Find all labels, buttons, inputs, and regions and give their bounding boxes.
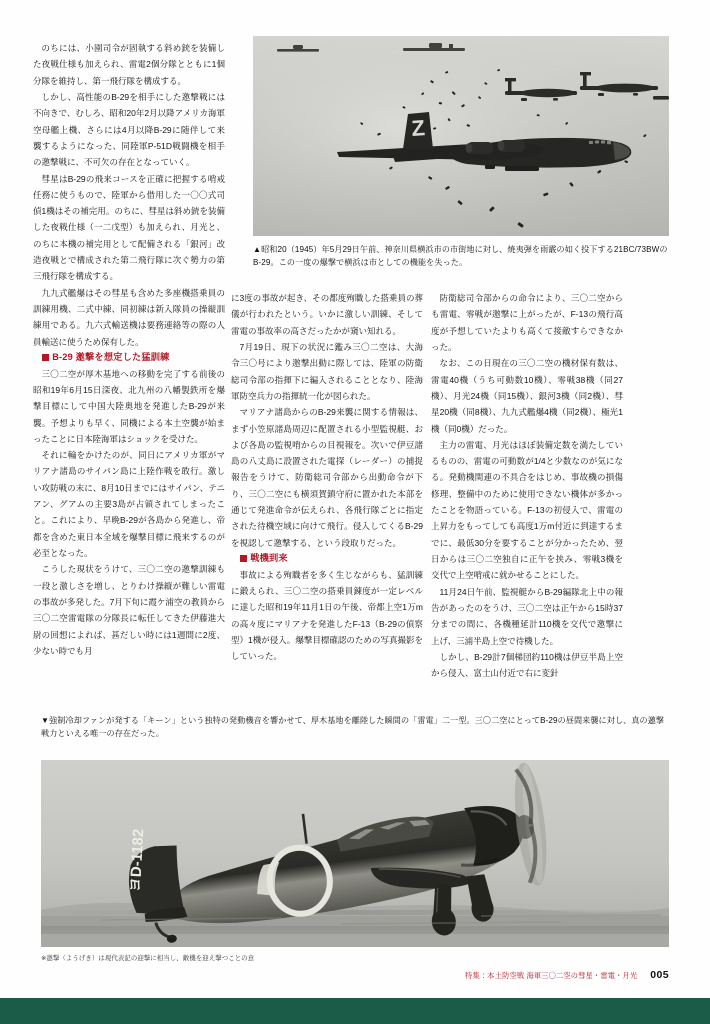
paragraph: こうした現状をうけて、三〇二空の邀撃訓練も一段と激しさを増し、とりわけ操縦が難しい雷電の事故が多発した。7月下旬に霞ケ浦空の教員から三〇二空雷電隊の分隊長に転任してきた伊藤進大尉の回想によれば、甚だしい時には1週間に2度、少ない時でも月 bbox=[33, 564, 225, 656]
paragraph: のちには、小園司令が固執する斜め銃を装備した夜戦仕様も加えられ、雷電2個分隊とともに1個分隊を維持し、第一飛行隊を構成する。 bbox=[33, 43, 225, 86]
paragraph: 事故による殉職者を多く生じながらも、猛訓練に鍛えられ、三〇二空の搭乗員錬度が一定レベルに達した昭和19年11月1日の午後、帝都上空1万mの高々度にマリアナを発進したF-13（B-29の偵察型）1機が侵入。爆撃目標確認のための写真撮影をしていった。 bbox=[231, 569, 423, 662]
svg-text:ヨD-1182: ヨD-1182 bbox=[127, 828, 148, 893]
footnote-yougeki: ※邀撃（ようげき）は現代表記の迎撃に相当し、敵機を迎え撃つことの意 bbox=[41, 955, 255, 962]
paragraph: 彗星はB-29の飛来コースを正確に把握する哨戒任務に使うもので、陸軍から借用した一〇〇式司偵1機はその補完用。のちに、彗星は斜め銃を装備した夜戦仕様（一二戊型）も加えられ、月光と、のちに本機の補完用として配備される「銀河」改造夜戦とで構成された第二飛行隊に次ぐ勢力の第三飛行隊を構成する。 bbox=[33, 173, 225, 282]
svg-text:Z: Z bbox=[410, 115, 426, 141]
paragraph: 11月24日午前、監視艇からB-29編隊北上中の報告があったのをうけ、三〇二空は正午から15時37分までの間に、各機種延計110機を交代で邀撃に上げ、三浦半島上空で待機した。 bbox=[431, 586, 623, 646]
section-heading-label: B-29 邀撃を想定した猛訓練 bbox=[52, 351, 170, 362]
footer-feature-title: 特集：本土防空戦 海軍三〇二空の彗星・雷電・月光 bbox=[465, 971, 638, 980]
paragraph: 九九式艦爆はその彗星も含めた多座機搭乗員の訓練用機、二式中練、同初練は新入隊員の操縦訓練用である。九六式輸送機は要務連絡等の際の人員輸送に使うため保有した。 bbox=[33, 287, 225, 347]
caption-top-photo: ▲昭和20（1945）年5月29日午前、神奈川県横浜市の市街地に対し、焼夷弾を雨霰の如く投下する21BC/73BWのB-29。この一度の爆撃で横浜は市としての機能を失った。 bbox=[253, 245, 668, 268]
paragraph: しかし、高性能のB-29を相手にした邀撃戦には不向きで、むしろ、昭和20年2月以降アメリカ海軍空母艦上機、さらには4月以降B-29に随伴して来襲するようになった、同陸軍P-51D戦闘機を相手の邀撃戦に、不可欠の存在となっていく。 bbox=[33, 91, 225, 168]
caption-bottom-photo: ▼強制冷却ファンが発する「キーン」という独特の発動機音を響かせて、厚木基地を離陸した瞬間の「雷電」二一型。三〇二空にとってB-29の昼間来襲に対し、真の邀撃戦力といえる唯一の存在だった。 bbox=[41, 716, 665, 739]
bottom-green-bar bbox=[0, 998, 710, 1024]
bullet-square-icon bbox=[42, 354, 49, 361]
section-heading-b29-training bbox=[33, 350, 225, 366]
paragraph: しかし、B-29計7個梯団約110機は伊豆半島上空から侵入、富士山付近で右に変針 bbox=[431, 651, 623, 679]
paragraph: それに輪をかけたのが、同日にアメリカ軍がマリアナ諸島のサイパン島に上陸作戦を敢行。激しい攻防戦の末に、8月10日までにはサイパン、テニアン、グアムの主要3島が占領されてしまったこと。これにより、早晩B-29が各島から発進し、帝都を含めた東日本全域を爆撃目標に飛来するのが必至となった。 bbox=[33, 450, 225, 559]
text-column-3 bbox=[431, 290, 623, 682]
text-column-2 bbox=[231, 290, 423, 665]
page-footer bbox=[465, 969, 669, 981]
paragraph: 主力の雷電、月光はほぼ装備定数を満たしているものの、雷電の可動数が1/4と少数なのが気になる。発動機関連の不具合をはじめ、事故機の損傷修理、整備中のために使用できない機体が多かったことを物語っている。F-13の初侵入で、雷電の上昇力をもってしても高度1万m付近に到達するまでに、最低30分を要することが分かったため、翌日からは三〇二空独自に正午を挟み、零戦3機を交代で上空哨戒に就かせることにした。 bbox=[431, 439, 623, 581]
section-heading-senki-torai bbox=[231, 551, 423, 567]
paragraph: なお、この日現在の三〇二空の機材保有数は、雷電40機（うち可動数10機）、零戦38機（同27機）、月光24機（同15機）、銀河3機（同2機）、彗星20機（同8機）、九九式艦爆4機（同2機）、極光1機（同0機）だった。 bbox=[431, 358, 623, 434]
paragraph: マリアナ諸島からのB-29来襲に関する情報は、まず小笠原諸島周辺に配置される小型監視艇、および各島の監視哨からの目視報を。次いで伊豆諸島の八丈島に設置された電探（レーダー）の捕捉報告をうけて、防衛総司令部から出動命令が下り、三〇二空にも横須賀鎮守府に置かれた本部を通じて発進命令が伝えられ、各飛行隊ごとに指定された待機空域に向けて飛行。侵入してくるB-29を視認して邀撃する、という段取りだった。 bbox=[231, 407, 423, 548]
photo-raiden-takeoff bbox=[41, 760, 669, 947]
text-column-1 bbox=[33, 40, 225, 659]
page-number: 005 bbox=[650, 969, 669, 981]
section-heading-label: 戦機到来 bbox=[250, 553, 288, 563]
bullet-square-icon bbox=[240, 555, 247, 562]
paragraph: に3度の事故が起き、その都度殉職した搭乗員の葬儀が行われたという。いかに激しい訓練、そして雷電の事故率の高さだったかが窺い知れる。 bbox=[231, 293, 423, 336]
paragraph: 防衛総司令部からの命令により、三〇二空からも雷電、零戦が邀撃に上がったが、F-13の飛行高度が予想していたよりも高くて接敵すらできなかった。 bbox=[431, 293, 623, 352]
paragraph: 三〇二空が厚木基地への移動を完了する前後の昭和19年6月15日深夜、北九州の八幡製鉄所を爆撃目標にして中国大陸奥地を発進したB-29が来襲。予想よりも早く、同機による本土空襲が始まったことに日本陸海軍はショックを受けた。 bbox=[33, 368, 225, 444]
paragraph: 7月19日、現下の状況に鑑み三〇二空は、大海令三〇号により邀撃出動に際しては、陸軍の防衛総司令部の指揮下に編入されることとなり、陸海軍防空兵力の指揮統一化が図られた。 bbox=[231, 341, 423, 401]
photo-b29-formation bbox=[253, 36, 669, 236]
